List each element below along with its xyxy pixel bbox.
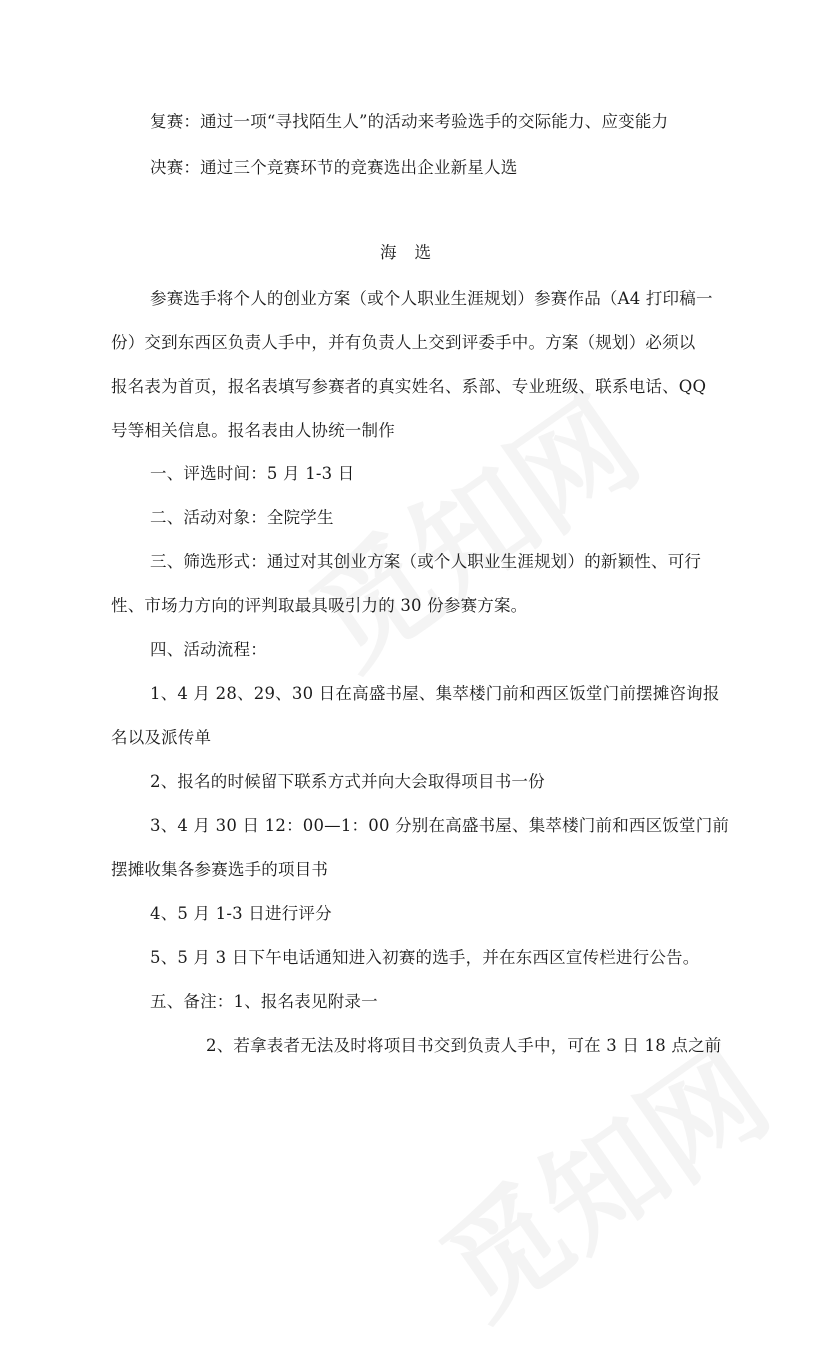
paragraph-line: 复赛：通过一项“寻找陌生人”的活动来考验选手的交际能力、应变能力: [150, 112, 669, 131]
paragraph-line: 参赛选手将个人的创业方案（或个人职业生涯规划）参赛作品（A4 打印稿一: [150, 289, 713, 308]
paragraph-line: 摆摊收集各参赛选手的项目书: [111, 860, 329, 879]
paragraph-line: 5、5 月 3 日下午电话通知进入初赛的选手，并在东西区宣传栏进行公告。: [150, 948, 700, 967]
paragraph-line: 份）交到东西区负责人手中，并有负责人上交到评委手中。方案（规划）必须以: [111, 333, 696, 352]
paragraph-line: 一、评选时间：5 月 1-3 日: [150, 464, 355, 483]
paragraph-line: 名以及派传单: [111, 728, 212, 747]
paragraph-line: 四、活动流程：: [150, 640, 267, 659]
paragraph-line: 2、若拿表者无法及时将项目书交到负责人手中，可在 3 日 18 点之前: [206, 1036, 722, 1055]
paragraph-line: 4、5 月 1-3 日进行评分: [150, 904, 332, 923]
paragraph-line: 号等相关信息。报名表由人协统一制作: [111, 421, 395, 440]
paragraph-line: 三、筛选形式：通过对其创业方案（或个人职业生涯规划）的新颖性、可行: [150, 552, 702, 571]
paragraph-line: 五、备注：1、报名表见附录一: [150, 992, 378, 1011]
paragraph-line: 性、市场力方向的评判取最具吸引力的 30 份参赛方案。: [111, 596, 528, 615]
paragraph-line: 二、活动对象：全院学生: [150, 508, 334, 527]
paragraph-line: 3、4 月 30 日 12：00—1：00 分别在高盛书屋、集萃楼门前和西区饭堂门前: [150, 816, 730, 835]
paragraph-line: 决赛：通过三个竞赛环节的竞赛选出企业新星人选: [150, 158, 518, 177]
paragraph-line: 报名表为首页，报名表填写参赛者的真实姓名、系部、专业班级、联系电话、QQ: [111, 377, 707, 396]
section-title: 海选: [380, 243, 449, 262]
paragraph-line: 2、报名的时候留下联系方式并向大会取得项目书一份: [150, 772, 545, 791]
paragraph-line: 1、4 月 28、29、30 日在高盛书屋、集萃楼门前和西区饭堂门前摆摊咨询报: [150, 684, 720, 703]
